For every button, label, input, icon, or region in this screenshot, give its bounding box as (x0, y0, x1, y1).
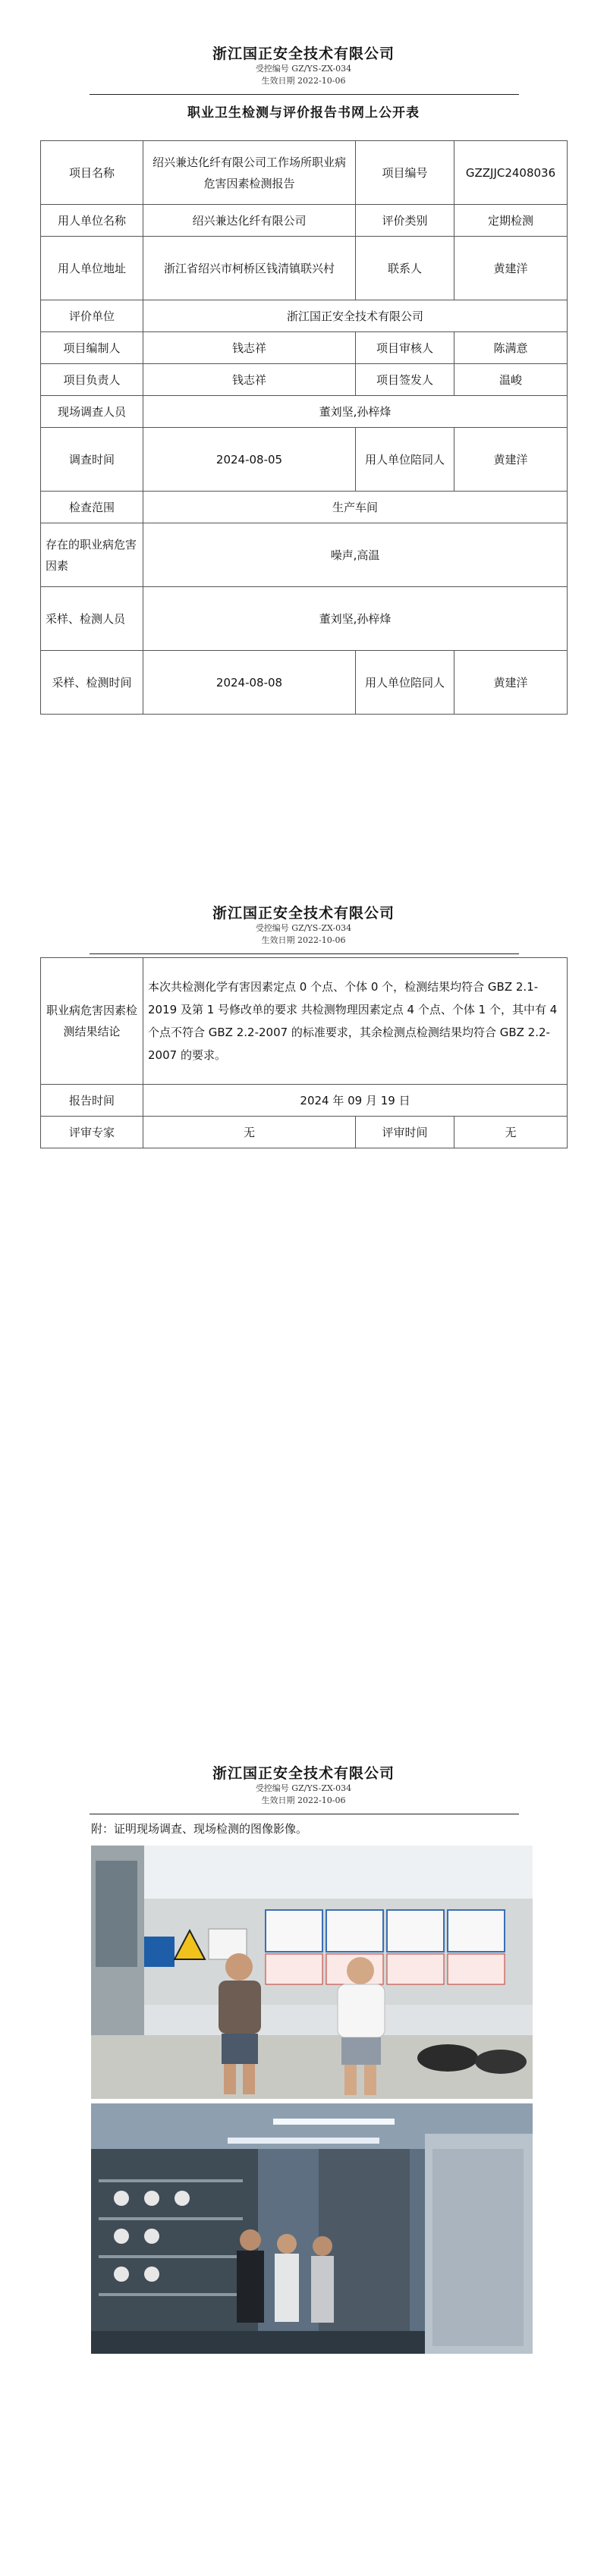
page1-header (0, 42, 607, 87)
project-no-value: GZZJJC2408036 (454, 141, 568, 205)
attachment-note: 附：证明现场调查、现场检测的图像影像。 (91, 1822, 308, 1836)
evaluator-label: 评价单位 (41, 300, 143, 332)
accompany-value: 黄建洋 (454, 428, 568, 492)
eval-type-value: 定期检测 (454, 205, 568, 237)
conclusion-label: 职业病危害因素检测结果结论 (41, 958, 143, 1085)
conclusion-text: 本次共检测化学有害因素定点 0 个点、个体 0 个，检测结果均符合 GBZ 2.1-2019 及第 1 号修改单的要求 共检测物理因素定点 4 个点、个体 1 个，其中有 4 个点不符合 GBZ 2.2-2007 的标准要求，其余检测点检测结果均符合 GBZ 2.2-2007 的要求。 (143, 958, 568, 1085)
effective-date: 生效日期 2022-10-06 (261, 76, 346, 86)
surveyors-label: 现场调查人员 (41, 396, 143, 428)
samplers-value: 董刘坚,孙梓烽 (143, 587, 568, 651)
survey-time-value: 2024-08-05 (143, 428, 356, 492)
project-name-label: 项目名称 (41, 141, 143, 205)
project-name-value: 绍兴兼达化纤有限公司工作场所职业病危害因素检测报告 (143, 141, 356, 205)
scope-label: 检查范围 (41, 492, 143, 523)
company-name: 浙江国正安全技术有限公司 (212, 905, 395, 922)
company-name: 浙江国正安全技术有限公司 (212, 1765, 395, 1782)
reviewer-label: 项目审核人 (356, 332, 454, 364)
accompany2-label: 用人单位陪同人 (356, 651, 454, 715)
disclosure-table (40, 140, 568, 715)
page2-header (0, 902, 607, 947)
address-value: 浙江省绍兴市柯桥区钱清镇联兴村 (143, 237, 356, 300)
report-time-label: 报告时间 (41, 1085, 143, 1117)
site-survey-photo (91, 1846, 533, 2099)
contact-value: 黄建洋 (454, 237, 568, 300)
contact-label: 联系人 (356, 237, 454, 300)
leader-value: 钱志祥 (143, 364, 356, 396)
eval-type-label: 评价类别 (356, 205, 454, 237)
accompany-label: 用人单位陪同人 (356, 428, 454, 492)
hazards-label: 存在的职业病危害因素 (41, 523, 143, 587)
reviewer-value: 陈满意 (454, 332, 568, 364)
issuer-label: 项目签发人 (356, 364, 454, 396)
compiler-value: 钱志祥 (143, 332, 356, 364)
leader-label: 项目负责人 (41, 364, 143, 396)
issuer-value: 温峻 (454, 364, 568, 396)
sample-time-label: 采样、检测时间 (41, 651, 143, 715)
effective-date: 生效日期 2022-10-06 (261, 935, 346, 945)
page-title: 职业卫生检测与评价报告书网上公开表 (187, 105, 420, 121)
evaluator-value: 浙江国正安全技术有限公司 (143, 300, 568, 332)
review-time-label: 评审时间 (356, 1117, 454, 1148)
employer-value: 绍兴兼达化纤有限公司 (143, 205, 356, 237)
sample-time-value: 2024-08-08 (143, 651, 356, 715)
address-label: 用人单位地址 (41, 237, 143, 300)
employer-label: 用人单位名称 (41, 205, 143, 237)
surveyors-value: 董刘坚,孙梓烽 (143, 396, 568, 428)
accompany2-value: 黄建洋 (454, 651, 568, 715)
report-time-value: 2024 年 09 月 19 日 (143, 1085, 568, 1117)
site-survey-photo-svg (91, 1846, 533, 2099)
project-no-label: 项目编号 (356, 141, 454, 205)
site-testing-photo (91, 2103, 533, 2354)
header-rule (90, 94, 519, 95)
survey-time-label: 调查时间 (41, 428, 143, 492)
expert-label: 评审专家 (41, 1117, 143, 1148)
expert-value: 无 (143, 1117, 356, 1148)
compiler-label: 项目编制人 (41, 332, 143, 364)
effective-date: 生效日期 2022-10-06 (261, 1795, 346, 1805)
control-number: 受控编号 GZ/YS-ZX-034 (255, 1783, 352, 1793)
control-number: 受控编号 GZ/YS-ZX-034 (255, 64, 352, 74)
site-testing-photo-svg (91, 2103, 533, 2354)
company-name: 浙江国正安全技术有限公司 (212, 46, 395, 62)
hazards-value: 噪声,高温 (143, 523, 568, 587)
samplers-label: 采样、检测人员 (41, 587, 143, 651)
review-time-value: 无 (454, 1117, 568, 1148)
scope-value: 生产车间 (143, 492, 568, 523)
conclusion-table (40, 957, 568, 1148)
page3-header (0, 1762, 607, 1807)
header-rule (90, 953, 519, 954)
control-number: 受控编号 GZ/YS-ZX-034 (255, 923, 352, 933)
